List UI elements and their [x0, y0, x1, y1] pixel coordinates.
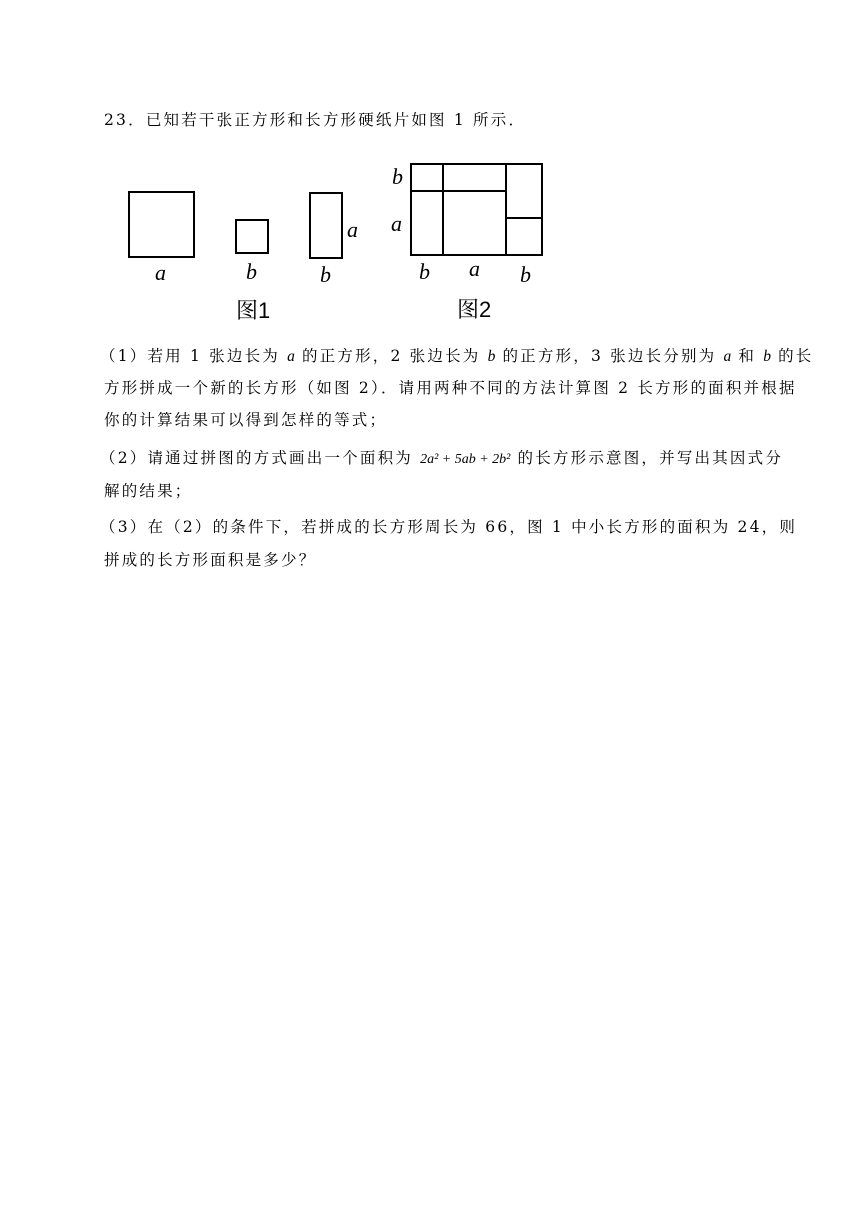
q1-text-2: 的正方形，2 张边长为 — [294, 347, 488, 365]
fig2-label-left-b: b — [392, 164, 403, 189]
q1-text-5: 的长 — [770, 347, 814, 365]
q1-text-4: 和 — [731, 347, 764, 365]
fig1-caption: 图1 — [236, 298, 271, 323]
fig1-label-rect-b: b — [320, 262, 331, 287]
problem-stem-text: 已知若干张正方形和长方形硬纸片如图 1 所示． — [145, 111, 527, 129]
fig1-rectangle — [309, 192, 343, 259]
fig1-large-square — [128, 191, 195, 258]
fig1-label-a: a — [155, 260, 166, 285]
q1-var-b: b — [487, 348, 496, 365]
problem-stem — [104, 113, 526, 129]
q3-line-1: （3）在（2）的条件下，若拼成的长方形周长为 66，图 1 中小长方形的面积为 24，则 — [100, 518, 798, 536]
fig2-outer-rectangle — [411, 164, 542, 255]
fig2-label-left-a: a — [391, 211, 402, 236]
fig1-label-rect-a: a — [347, 217, 358, 242]
fig1-label-b: b — [246, 259, 257, 284]
q1-var-b2: b — [763, 348, 771, 365]
fig2-label-bottom-a: a — [469, 256, 480, 281]
q1-line-2: 方形拼成一个新的长方形（如图 2）．请用两种不同的方法计算图 2 长方形的面积并根据 — [104, 379, 797, 397]
q3-line-2: 拼成的长方形面积是多少？ — [104, 551, 317, 569]
q2-text-1: （2）请通过拼图的方式画出一个面积为 — [100, 449, 421, 467]
q1-text-1: （1）若用 1 张边长为 — [100, 347, 288, 365]
q2-line-2: 解的结果； — [104, 482, 193, 500]
q1-var-a: a — [287, 348, 295, 365]
q1-var-a2: a — [723, 348, 732, 365]
q1-line-3: 你的计算结果可以得到怎样的等式； — [104, 411, 388, 429]
q2-expression: 2a² + 5ab + 2b² — [420, 452, 511, 467]
fig2-diagram — [405, 158, 550, 263]
fig2-label-bottom-b2: b — [520, 262, 531, 287]
q2-text-2: 的长方形示意图，并写出其因式分 — [510, 449, 784, 467]
fig2-caption: 图2 — [457, 297, 492, 322]
problem-number: 23． — [104, 111, 146, 129]
q2-line-1 — [100, 451, 783, 467]
q1-text-3: 的正方形，3 张边长分别为 — [495, 347, 724, 365]
fig2-label-bottom-b1: b — [419, 259, 430, 284]
fig1-small-square — [235, 219, 269, 254]
q1-line-1 — [100, 349, 814, 365]
